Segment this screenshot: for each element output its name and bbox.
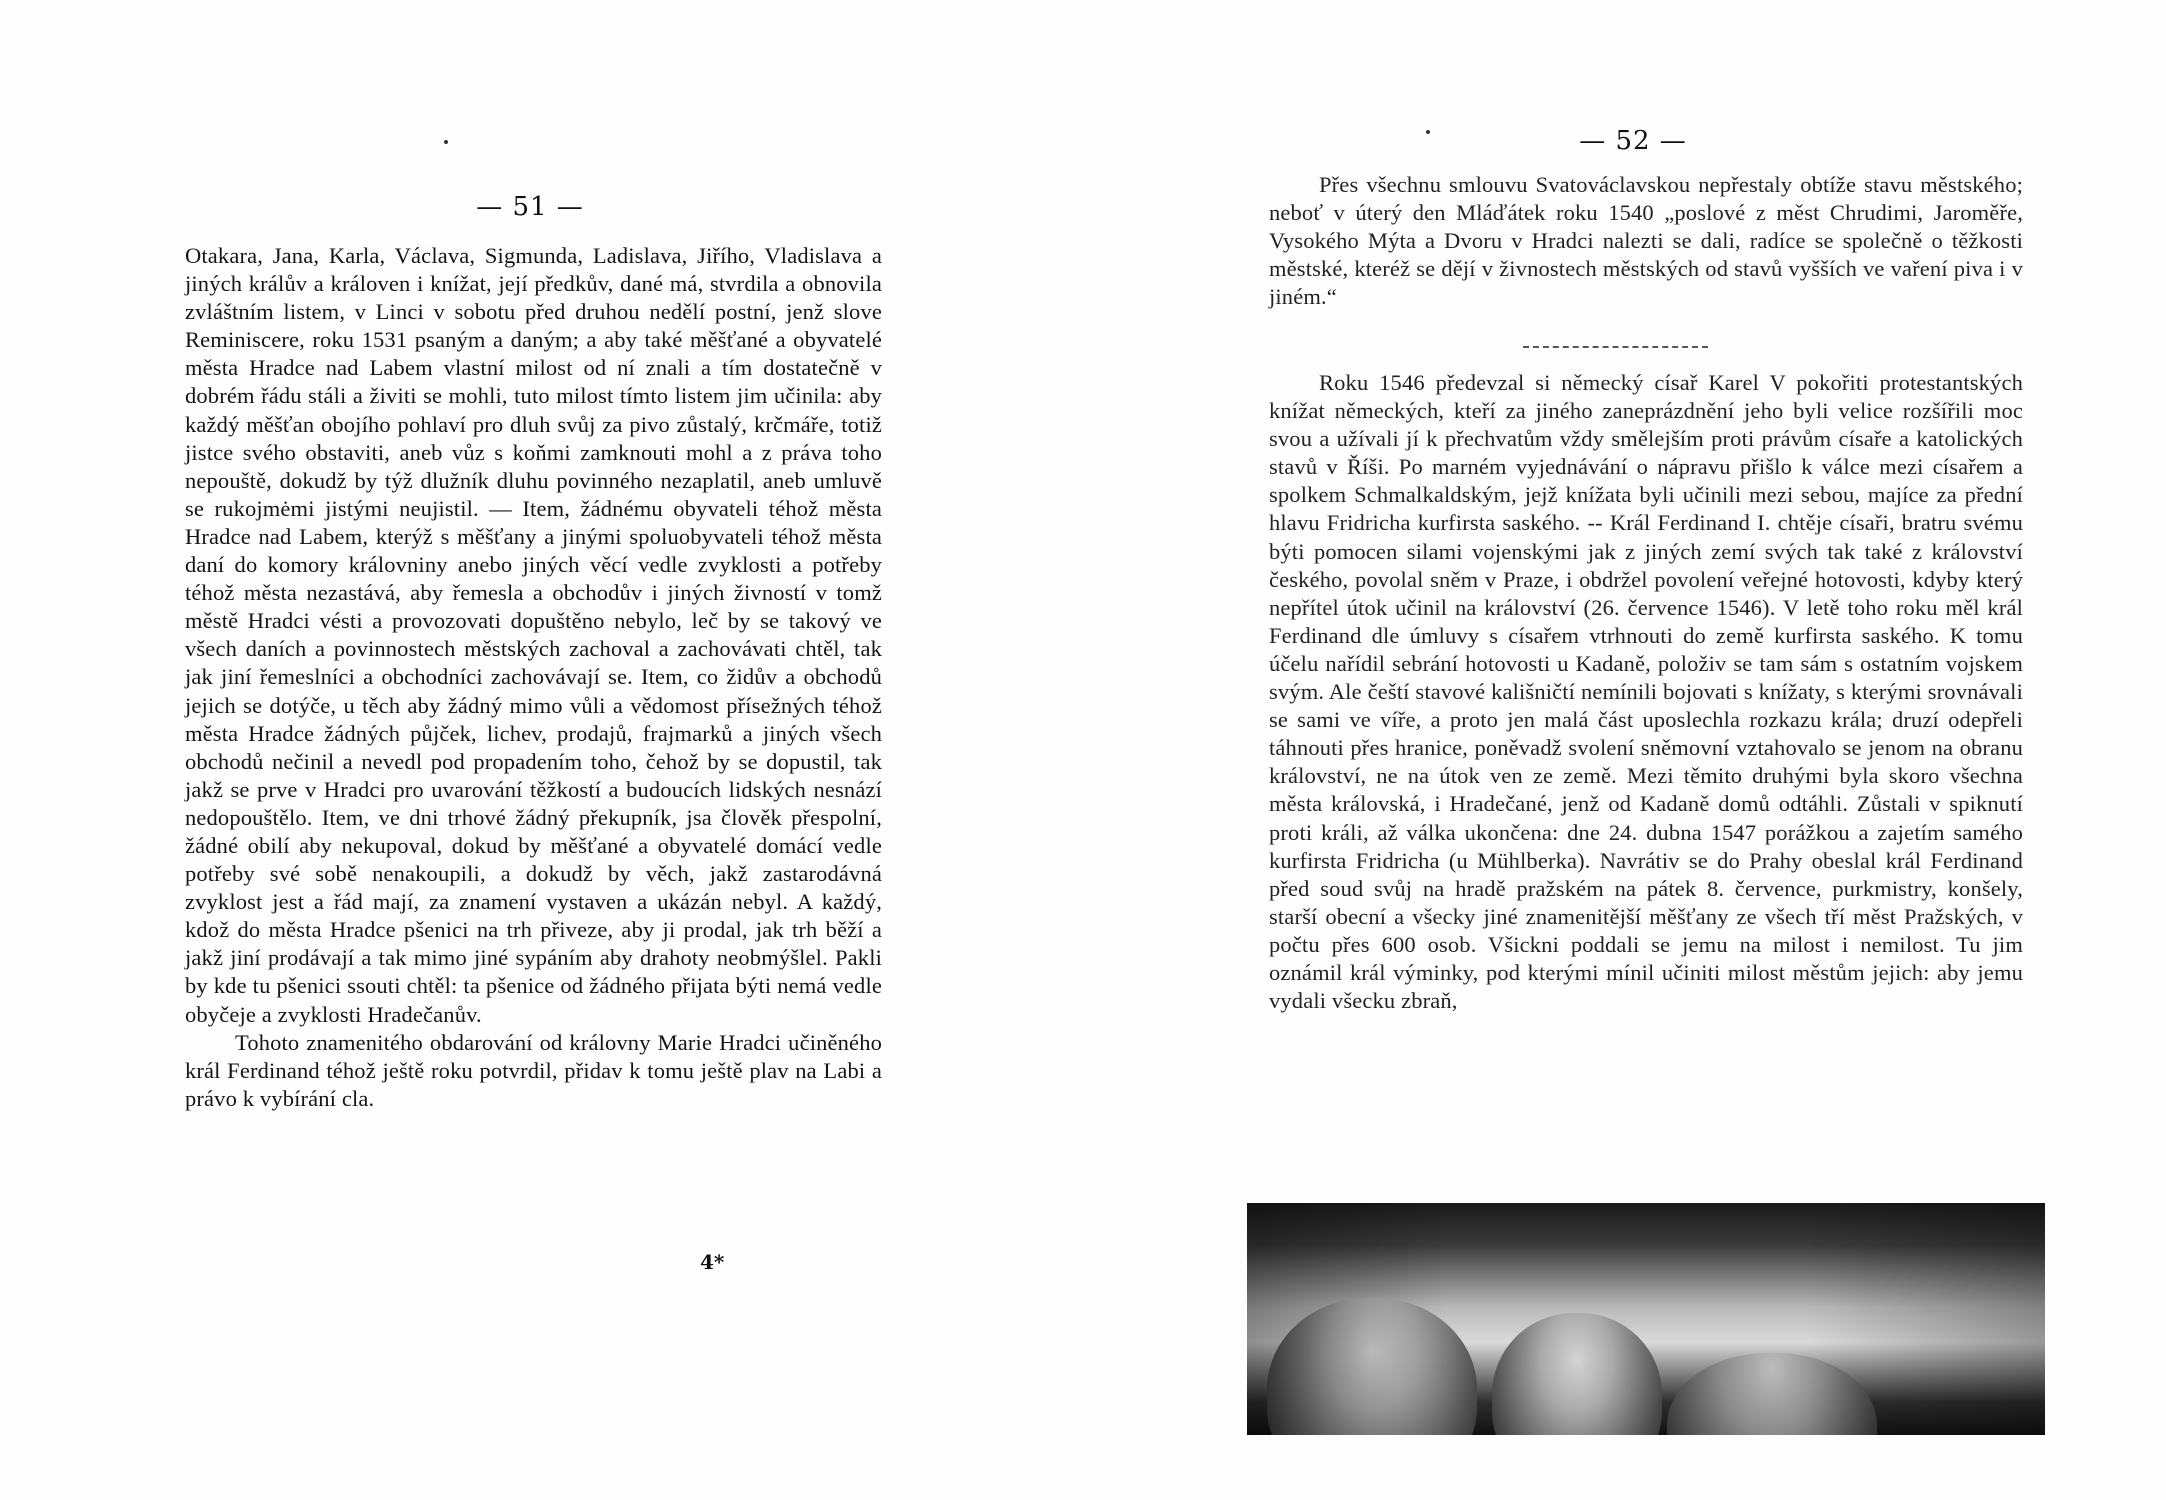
paragraph: Otakara, Jana, Karla, Václava, Sigmunda, Ladislava, Jiřího, Vladislava a jiných králův a královen i knížat, její předkův, dané má, stvrdila a obnovila zvláštním listem, v Linci v sobotu před druhou nedělí postní, jenž slove Reminiscere, roku 1531 psaným a daným; a aby také měšťané a obyvatelé města Hradce nad Labem vlastní milost od ní znali a tím dostatečně v dobrém řádu stáli a živiti se mohli, tuto milost tímto listem jim učinila: aby každý měšťan obojího pohlaví pro dluh svůj za pivo zůstalý, krčmáře, totiž jistce svého obstaviti, aneb vůz s koňmi zamknouti mohl a z práva toho nepouště, dokudž by týž dlužník dluhu povinného nezaplatil, aneb umluvě se rukojmėmi jistými neujistil. — Item, žádnému obyvateli téhož města Hradce nad Labem, kterýž s měšťany a jinými spoluobyvateli téhož města daní do komory královniny anebo jiných věcí vedle zvyklosti a potřeby téhož města nezastává, aby řemesla a obchodův i jiných živností v tomž městě Hradci vésti a provozovati dopuštěno nebylo, leč by se takový ve všech daních a povinnostech městských zachoval a zachovávati chtěl, tak jak jiní řemeslníci a obchodníci zachovávají se. Item, co židův a obchodů jejich se dotýče, u těch aby žádný mimo vůli a vědomost přísežných téhož města Hradce žádných půjček, lichev, prodajů, frajmarků a jiných všech obchodů nečinil a nevedl pod propadením toho, čehož by se dopustil, tak jakž se prve v Hradci pro uvarování těžkostí a budoucích lidských nesnází nedopouštělo. Item, ve dni trhové žádný překupník, jsa člověk přespolní, žádné obilí aby nekupoval, dokud by měšťané a obyvatelé domácí vedle potřeby své sobě nenakoupili, a dokudž by věch, jakž zastarodávná zvyklost jest a řád mají, za znamení vystaven a ukázán nebyl. A každý, kdož do města Hradce pšenici na trh přiveze, aby ji prodal, jak trh běží a jakž jiní prodávají a tak mimo jiné sypáním aby drahoty neobmýšlel. Pakli by kde tu pšenici ssouti chtěl: ta pšenice od žádného přijata býti nemá vedle obyčeje a zvyklosti Hradečanův. [185, 243, 882, 1027]
right-page-body-top [1269, 171, 2023, 311]
left-page-body [185, 242, 882, 1113]
photo-shading [1247, 1203, 2045, 1435]
paper-speck [1426, 130, 1430, 134]
paragraph: Roku 1546 předevzal si německý císař Karel V pokořiti protestantských knížat německých, kteří za jiného zaneprázdnění jeho byli velice rozšířili moc svou a užívali jí k přechvatům vždy smělejším proti právům císaře a katolických stavů v Říši. Po marném vyjednávání o nápravu přišlo k válce mezi císařem a spolkem Schmalkaldským, jejž knížata byli učinili mezi sebou, majíce za přední hlavu Fridricha kurfirsta saského. -- Král Ferdinand I. chtěje císaři, bratru svému býti pomocen silami vojenskými jak z jiných zemí svých tak také z království českého, povolal sněm v Praze, i obdržel povolení veřejné hotovosti, kdyby který nepřítel útok učinil na království (26. července 1546). V letě toho roku měl král Ferdinand dle úmluvy s císařem vtrhnouti do země kurfirsta saského. K tomu účelu nařídil sebrání hotovosti u Kadaně, položiv se tam sám s ostatním vojskem svým. Ale čeští stavové kališničtí nemínili bojovati s knížaty, s kterými srovnávali se sami ve víře, a proto jen malá část uposlechla rozkazu krála; druzí odepřeli táhnouti přes hranice, poněvadž svolení sněmovní vztahovalo se jenom na obranu království, ne na útok ven ze země. Mezi těmito druhými byla skoro všechna města královská, i Hradečané, jenž od Kadaně domů odtáhli. Zůstali v spiknutí proti králi, až válka ukončena: dne 24. dubna 1547 porážkou a zajetím samého kurfirsta Fridricha (u Mühlberka). Navrátiv se do Prahy obeslal král Ferdinand před soud svůj na hradě pražském na pátek 8. července, purkmistry, konšely, starší obecní a všecky jiné znamenitější měšťany ze všech tří měst Pražských, v počtu přes 600 osob. Všickni poddali se jemu na milost i nemilost. Tu jim oznámil král výminky, pod kterými mínil učiniti milost městům jejich: aby jemu vydali všecku zbraň, [1269, 370, 2023, 1014]
page-number: — 51 — [476, 192, 584, 222]
right-page-body [1269, 369, 2023, 1015]
right-page [1083, 0, 2166, 1500]
paragraph: Tohoto znamenitého obdarování od královny Marie Hradci učiněného král Ferdinand téhož ještě roku potvrdil, přidav k tomu ještě plav na Labi a právo k vybírání cla. [185, 1029, 882, 1111]
paragraph: Přes všechnu smlouvu Svatováclavskou nepřestaly obtíže stavu městského; neboť v úterý den Mláďátek roku 1540 „poslové z měst Chrudimi, Jaroměře, Vysokého Mýta a Dvoru v Hradci nalezti se dali, radíce se společně o těžkosti městské, kteréž se dějí v živnostech městských od stavů vyšších ve vaření piva i v jiném.“ [1269, 172, 2023, 310]
signature-mark: 4* [700, 1250, 725, 1274]
paper-speck [444, 140, 448, 144]
page-number: — 52 — [1579, 126, 1687, 156]
scan-artifact-photo [1247, 1203, 2045, 1435]
section-separator [1523, 346, 1708, 348]
